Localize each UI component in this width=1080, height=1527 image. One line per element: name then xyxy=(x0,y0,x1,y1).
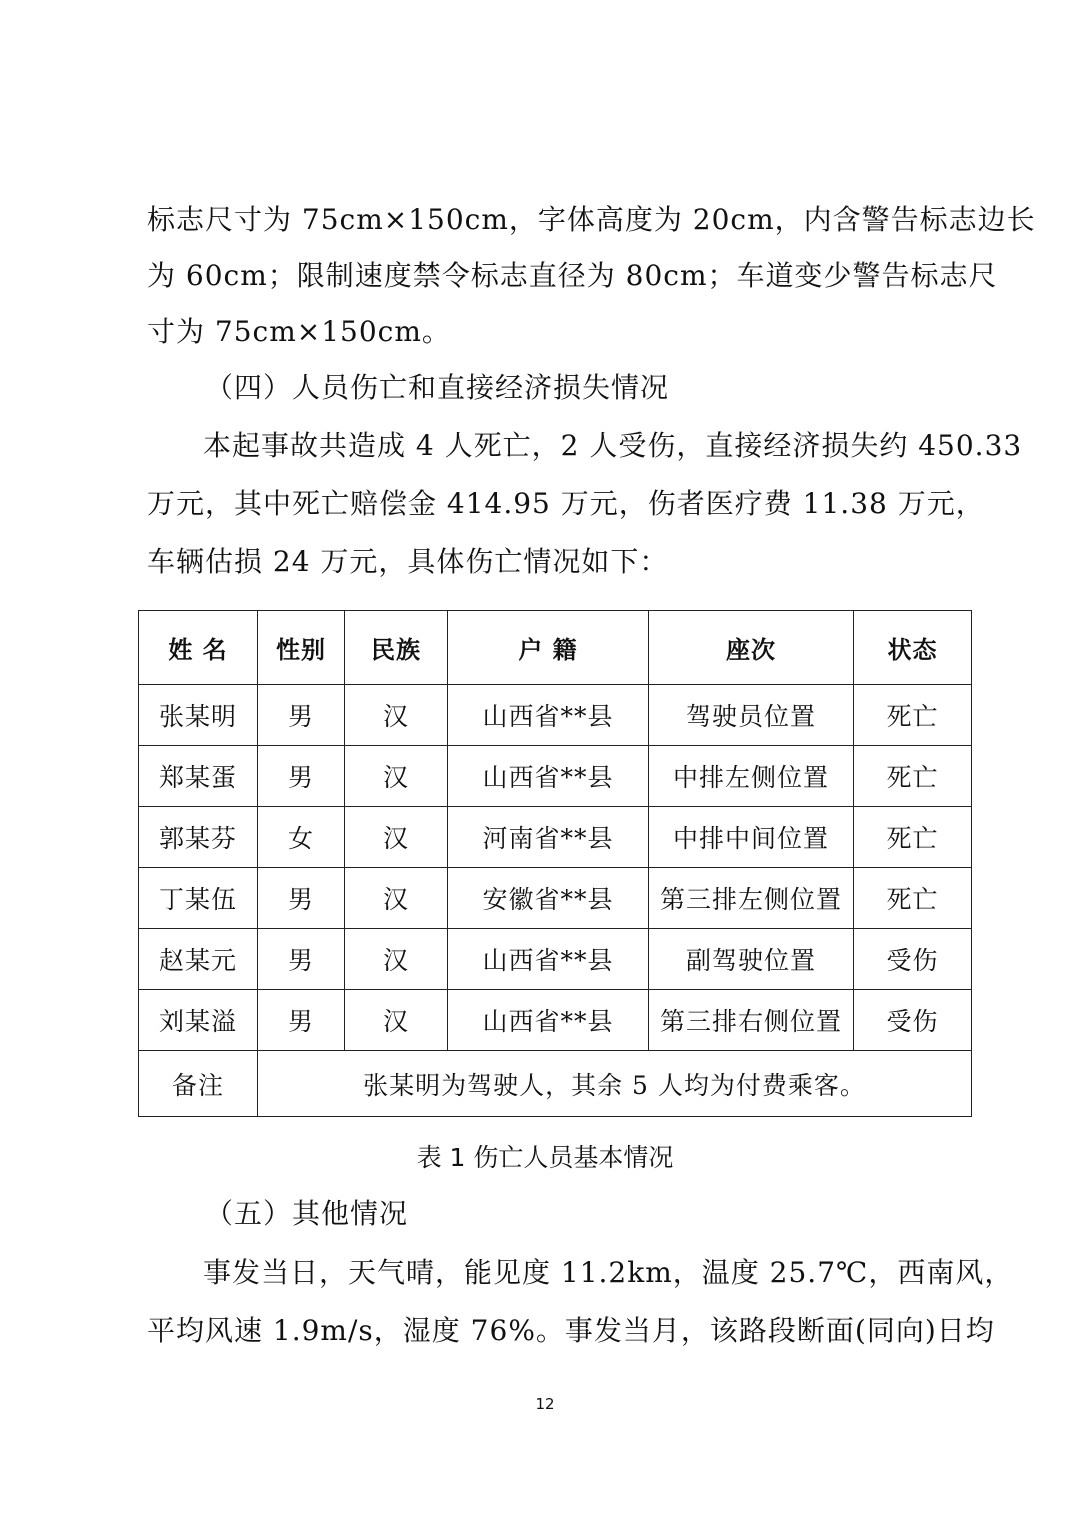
cell-gender: 男 xyxy=(258,868,345,929)
paragraph-line: 本起事故共造成 4 人死亡，2 人受伤，直接经济损失约 450.33 xyxy=(203,429,1023,462)
cell-seat: 驾驶员位置 xyxy=(649,685,854,746)
header-gender: 性别 xyxy=(258,611,345,685)
cell-status: 死亡 xyxy=(854,868,972,929)
table-row xyxy=(139,746,972,807)
cell-seat: 中排中间位置 xyxy=(649,807,854,868)
cell-domicile: 安徽省**县 xyxy=(448,868,649,929)
cell-gender: 男 xyxy=(258,685,345,746)
cell-ethnicity: 汉 xyxy=(345,807,448,868)
cell-name: 丁某伍 xyxy=(139,868,258,929)
note-text: 张某明为驾驶人，其余 5 人均为付费乘客。 xyxy=(258,1051,972,1117)
page-number: 12 xyxy=(535,1395,555,1413)
cell-domicile: 山西省**县 xyxy=(448,929,649,990)
section-heading-4: （四）人员伤亡和直接经济损失情况 xyxy=(205,371,670,404)
table-row xyxy=(139,990,972,1051)
note-label: 备注 xyxy=(139,1051,258,1117)
table-header-row xyxy=(139,611,972,685)
paragraph-line: 平均风速 1.9m/s，湿度 76%。事发当月，该路段断面(同向)日均 xyxy=(147,1314,995,1347)
table-row xyxy=(139,807,972,868)
cell-seat: 中排左侧位置 xyxy=(649,746,854,807)
cell-name: 郭某芬 xyxy=(139,807,258,868)
cell-domicile: 山西省**县 xyxy=(448,685,649,746)
cell-ethnicity: 汉 xyxy=(345,990,448,1051)
cell-name: 刘某溢 xyxy=(139,990,258,1051)
cell-domicile: 山西省**县 xyxy=(448,746,649,807)
cell-ethnicity: 汉 xyxy=(345,685,448,746)
cell-ethnicity: 汉 xyxy=(345,868,448,929)
cell-seat: 第三排左侧位置 xyxy=(649,868,854,929)
cell-domicile: 山西省**县 xyxy=(448,990,649,1051)
table-note-row xyxy=(139,1051,972,1117)
cell-status: 受伤 xyxy=(854,990,972,1051)
header-name: 姓 名 xyxy=(139,611,258,685)
paragraph-line: 寸为 75cm×150cm。 xyxy=(147,315,451,348)
header-ethnicity: 民族 xyxy=(345,611,448,685)
paragraph-line: 车辆估损 24 万元，具体伤亡情况如下： xyxy=(147,545,669,578)
paragraph-line: 为 60cm；限制速度禁令标志直径为 80cm；车道变少警告标志尺 xyxy=(147,259,998,292)
cell-name: 郑某蛋 xyxy=(139,746,258,807)
cell-gender: 男 xyxy=(258,929,345,990)
cell-name: 张某明 xyxy=(139,685,258,746)
table-caption: 表 1 伤亡人员基本情况 xyxy=(416,1143,674,1172)
header-status: 状态 xyxy=(854,611,972,685)
cell-ethnicity: 汉 xyxy=(345,929,448,990)
paragraph-line: 万元，其中死亡赔偿金 414.95 万元，伤者医疗费 11.38 万元， xyxy=(147,487,985,520)
cell-status: 死亡 xyxy=(854,685,972,746)
cell-gender: 女 xyxy=(258,807,345,868)
table-row xyxy=(139,868,972,929)
cell-ethnicity: 汉 xyxy=(345,746,448,807)
cell-seat: 第三排右侧位置 xyxy=(649,990,854,1051)
section-heading-5: （五）其他情况 xyxy=(205,1197,409,1230)
casualty-table xyxy=(138,610,972,1117)
cell-name: 赵某元 xyxy=(139,929,258,990)
header-domicile: 户 籍 xyxy=(448,611,649,685)
cell-gender: 男 xyxy=(258,990,345,1051)
paragraph-line: 事发当日，天气晴，能见度 11.2km，温度 25.7℃，西南风， xyxy=(203,1256,1014,1289)
table-row xyxy=(139,685,972,746)
cell-status: 死亡 xyxy=(854,807,972,868)
paragraph-line: 标志尺寸为 75cm×150cm，字体高度为 20cm，内含警告标志边长 xyxy=(147,203,1036,236)
table-row xyxy=(139,929,972,990)
cell-seat: 副驾驶位置 xyxy=(649,929,854,990)
header-seat: 座次 xyxy=(649,611,854,685)
cell-gender: 男 xyxy=(258,746,345,807)
cell-domicile: 河南省**县 xyxy=(448,807,649,868)
cell-status: 死亡 xyxy=(854,746,972,807)
cell-status: 受伤 xyxy=(854,929,972,990)
